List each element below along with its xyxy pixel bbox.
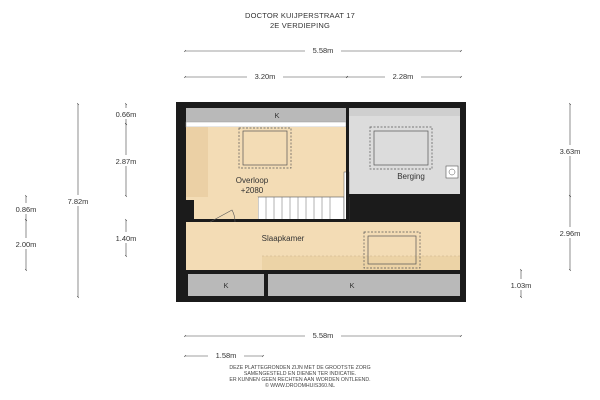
wall-slaapkamer-bottom: [186, 270, 460, 274]
overloop-level-label: +2080: [240, 186, 264, 195]
dim-top-right: 2.28m: [392, 72, 414, 81]
dim-left-inner-3: 1.40m: [115, 234, 137, 243]
slaapkamer-label: Slaapkamer: [261, 234, 305, 243]
disclaimer-line-1: DEZE PLATTEGRONDEN ZIJN MET DE GROOTSTE ZORG: [229, 365, 371, 371]
berging-floor: [349, 108, 460, 195]
knee-wall-label-bottom-left: K: [223, 281, 229, 290]
knee-wall-zone-bottom-right: [268, 274, 460, 296]
knee-wall-label-top: K: [274, 111, 280, 120]
stair: [258, 197, 344, 220]
knee-wall-zone-top: [186, 108, 346, 122]
berging-label: Berging: [397, 172, 425, 181]
dim-right-upper: 3.63m: [559, 147, 581, 156]
dim-left-inner-2: 2.87m: [115, 157, 137, 166]
overloop-floor: [186, 127, 346, 197]
dim-top-left: 3.20m: [254, 72, 276, 81]
boiler-icon: [446, 166, 458, 178]
wall-notch: [176, 200, 194, 222]
dim-left-outer-total: 7.82m: [67, 197, 89, 206]
wall-overloop-berging: [346, 108, 349, 222]
disclaimer-line-3: ER KUNNEN GEEN RECHTEN AAN WORDEN ONTLEEND.: [229, 377, 371, 383]
knee-wall-label-bottom-right: K: [349, 281, 355, 290]
disclaimer-line-2: SAMENGESTELD EN DIENEN TER INDICATIE.: [243, 371, 357, 377]
wall-berging-bottom: [349, 194, 460, 197]
plan-floor-name: 2E VERDIEPING: [269, 21, 331, 30]
dormer-strip: [262, 256, 460, 270]
dim-bottom-total: 5.58m: [312, 331, 334, 340]
berging-roof-strip: [349, 108, 460, 116]
dim-right-lower: 2.96m: [559, 229, 581, 238]
dim-top-total: 5.58m: [312, 46, 334, 55]
wall-right-inner: [460, 108, 466, 296]
overloop-label: Overloop: [235, 176, 269, 185]
stair-landing-floor: [186, 197, 258, 220]
disclaimer-line-4: © WWW.DROOMHUIS360.NL: [264, 383, 336, 389]
dim-left-inner-1: 0.66m: [115, 110, 137, 119]
plan-address: DOCTOR KUIJPERSTRAAT 17: [244, 11, 356, 20]
knee-wall-divider: [264, 274, 268, 296]
dim-left-outer-upper: 0.86m: [15, 205, 37, 214]
dim-left-outer-lower: 2.00m: [15, 240, 37, 249]
dim-right-small: 1.03m: [510, 281, 532, 290]
skylight-strip: [186, 122, 346, 127]
dim-bottom-partial: 1.58m: [215, 351, 237, 360]
sloped-zone-left: [186, 127, 208, 197]
